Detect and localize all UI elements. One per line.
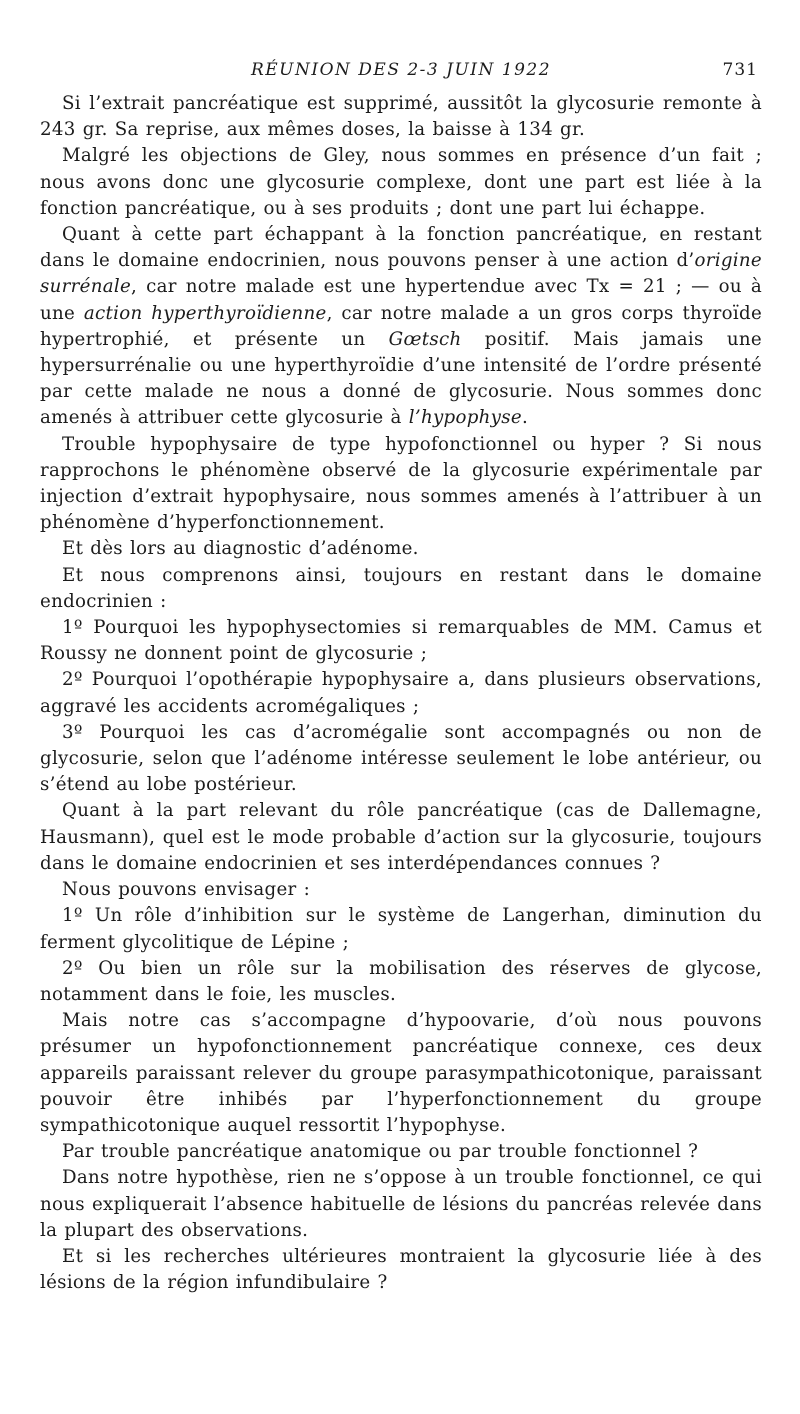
body-text: [40, 91, 762, 1296]
paragraph: Quant à la part relevant du rôle pancréatique (cas de Dallemagne, Hausmann), quel est le mode probable d’action sur la glycosurie, toujours dans le domaine endocrinien et ses interdépendances connues ?: [40, 800, 762, 874]
paragraph: Et si les recherches ultérieures montraient la glycosurie liée à des lésions de la région infundibulaire ?: [40, 1245, 762, 1294]
emphasis-text: Gœtsch: [388, 328, 462, 350]
paragraph: Mais notre cas s’accompagne d’hypoovarie, d’où nous pouvons présumer un hypofonctionnement pancréatique connexe, ces deux appareils paraissant relever du groupe parasympathicotonique, paraissant pouvoir être inhibés par l’hyperfonctionnement du groupe sympathicotonique auquel ressortit l’hypophyse.: [40, 1010, 762, 1136]
paragraph-text: positif. Mais jamais une hypersurrénalie ou une hyperthyroïdie d’une intensité de l’ordre présenté par cette malade ne nous a donné de glycosurie. Nous sommes donc amenés à attribuer cette glycosurie à: [40, 328, 762, 429]
paragraph: Dans notre hypothèse, rien ne s’oppose à un trouble fonctionnel, ce qui nous expliquerait l’absence habituelle de lésions du pancréas relevée dans la plupart des observations.: [40, 1167, 762, 1241]
paragraph-text: , car notre malade est une hypertendue avec Tx = 21 ; — ou à une: [40, 276, 762, 324]
paragraph: Trouble hypophysaire de type hypofonctionnel ou hyper ? Si nous rapprochons le phénomène observé de la glycosurie expérimentale par injection d’extrait hypophysaire, nous sommes amenés à l’attribuer à un phénomène d’hyperfonctionnement.: [40, 433, 762, 534]
list-item: 3º Pourquoi les cas d’acromégalie sont accompagnés ou non de glycosurie, selon que l’adénome intéresse seulement le lobe antérieur, ou s’étend au lobe postérieur.: [40, 721, 762, 796]
emphasis-text: action hyperthyroïdienne: [83, 302, 327, 324]
paragraph: Malgré les objections de Gley, nous sommes en présence d’un fait ; nous avons donc une glycosurie complexe, dont une part est liée à la fonction pancréatique, ou à ses produits ; dont une part lui échappe.: [40, 145, 762, 219]
paragraph: Et nous comprenons ainsi, toujours en restant dans le domaine endocrinien :: [40, 564, 762, 612]
emphasis-text: origine surrénale: [40, 250, 762, 298]
page-header: [40, 60, 762, 84]
paragraph-text: Quant à cette part échappant à la fonction pancréatique, en restant dans le domaine endocrinien, nous pouvons penser à une action d’: [40, 224, 762, 272]
list-item: 2º Ou bien un rôle sur la mobilisation des réserves de glycose, notamment dans le foie, les muscles.: [40, 957, 762, 1005]
running-title: RÉUNION DES 2-3 JUIN 1922: [250, 60, 552, 80]
paragraph-text: , car notre malade a un gros corps thyroïde hypertrophié, et présente un: [40, 302, 763, 350]
paragraph: Et dès lors au diagnostic d’adénome.: [62, 538, 419, 560]
paragraph: Nous pouvons envisager :: [62, 879, 311, 901]
paragraph: Si l’extrait pancréatique est supprimé, aussitôt la glycosurie remonte à 243 gr. Sa reprise, aux mêmes doses, la baisse à 134 gr.: [40, 93, 762, 141]
list-item: 1º Un rôle d’inhibition sur le système de Langerhan, diminution du ferment glycolitique de Lépine ;: [40, 905, 762, 953]
emphasis-text: l’hypophyse: [408, 407, 522, 429]
list-item: 1º Pourquoi les hypophysectomies si remarquables de MM. Camus et Roussy ne donnent point de glycosurie ;: [40, 617, 762, 665]
list-item: 2º Pourquoi l’opothérapie hypophysaire a, dans plusieurs observations, aggravé les accidents acromégaliques ;: [40, 669, 762, 717]
paragraph-text: .: [521, 407, 529, 429]
paragraph: [40, 222, 762, 432]
paragraph: Par trouble pancréatique anatomique ou par trouble fonctionnel ?: [62, 1141, 699, 1163]
page-number: 731: [722, 60, 758, 80]
